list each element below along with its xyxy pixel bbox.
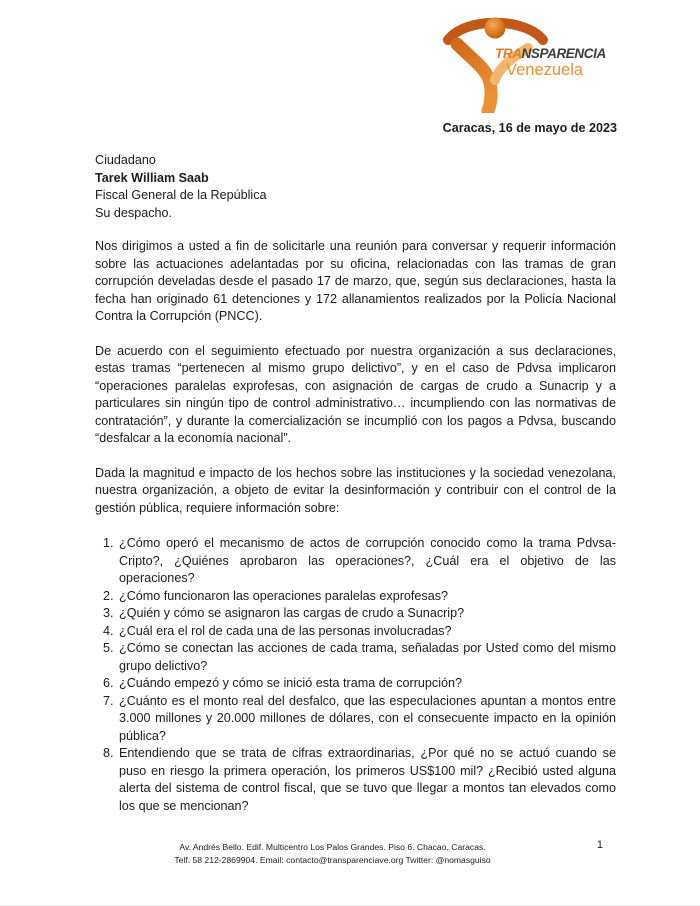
logo-brand-top xyxy=(495,46,606,61)
paragraph-solicitud: Dada la magnitud e impacto de los hechos sobre las instituciones y la sociedad venezolana, nuestra organización, a objeto de evitar la desinformación y contribuir con el control de la gestión pública, requiere información sobre: xyxy=(95,465,616,515)
recipient-office: Su despacho. xyxy=(95,205,173,220)
question-item-6: 6. ¿Cuándo empezó y cómo se inició esta trama de corrupción? xyxy=(117,675,616,693)
footer-contact-line: Telf. 58 212-2869904. Email: contacto@transparenciave.org Twitter: @nomasguiso xyxy=(174,854,491,865)
footer-address-line: Av. Andrés Bello. Edif. Multicentro Los Palos Grandes. Piso 6. Chacao, Caracas. xyxy=(179,842,486,852)
question-item-5: 5. ¿Cómo se conectan las acciones de cada trama, señaladas por Usted como del mismo grupo delictivo? xyxy=(117,640,616,675)
question-item-3: 3. ¿Quién y cómo se asignaron las cargas de crudo a Sunacrip? xyxy=(117,605,616,623)
date-line: Caracas, 16 de mayo de 2023 xyxy=(442,121,617,135)
transparencia-venezuela-logo xyxy=(443,13,618,113)
question-item-1: 1. ¿Cómo operó el mecanismo de actos de corrupción conocido como la trama Pdvsa-Cripto?, ¿Quiénes aprobaron las operaciones?, ¿Cuál era el objetivo de las operaciones? xyxy=(117,535,616,588)
page-number: 1 xyxy=(596,839,603,851)
logo-brand-bottom: Venezuela xyxy=(506,61,584,79)
paragraph-intro: Nos dirigimos a usted a fin de solicitarle una reunión para conversar y requerir información sobre las actuaciones adelantadas por su oficina, relacionadas con las tramas de gran corrupción develadas desde el pasado 17 de marzo, que, según sus declaraciones, hasta la fecha han originado 61 detenciones y 172 allanamientos realizados por la Policía Nacional Contra la Corrupción (PNCC). xyxy=(95,239,616,323)
question-item-4: 4. ¿Cuál era el rol de cada una de las personas involucradas? xyxy=(117,623,616,641)
recipient-salutation: Ciudadano xyxy=(95,153,156,167)
question-item-7: 7. ¿Cuánto es el monto real del desfalco, que las especulaciones apuntan a montos entre 3.000 millones y 20.000 millones de dólares, con el consecuente impacto en la opinión pública? xyxy=(117,693,616,746)
footer xyxy=(95,841,616,866)
recipient-block xyxy=(95,152,616,222)
paragraph-seguimiento: De acuerdo con el seguimiento efectuado por nuestra organización a sus declaraciones, estas tramas “pertenecen al mismo grupo delictivo”, y en el caso de Pdvsa implicaron “operaciones paralelas exprofesas, con asignación de cargas de crudo a Sunacrip y a particulares sin ningún tipo de control administrativo… incumpliendo con las normativas de contratación”, y durante la comercialización se incumplió con los pagos a Pdvsa, buscando “desfalcar a la economía nacional”. xyxy=(95,343,616,445)
question-item-8: 8. Entendiendo que se trata de cifras extraordinarias, ¿Por qué no se actuó cuando se puso en riesgo la primera operación, los primeros US$100 mil? ¿Recibió usted alguna alerta del sistema de control fiscal, que se tuvo que llegar a montos tan elevados como los que se mencionan? xyxy=(117,745,616,815)
letter-body xyxy=(95,152,616,815)
recipient-title: Fiscal General de la República xyxy=(95,188,267,202)
recipient-name: Tarek William Saab xyxy=(95,170,209,185)
questions-list xyxy=(95,535,616,815)
question-item-2: 2. ¿Cómo funcionaron las operaciones paralelas exprofesas? xyxy=(117,588,616,606)
logo-wordmark xyxy=(495,46,606,79)
logo-brand-rest: NSPARENCIA xyxy=(521,46,606,61)
logo-brand-accent: TRA xyxy=(495,46,522,61)
